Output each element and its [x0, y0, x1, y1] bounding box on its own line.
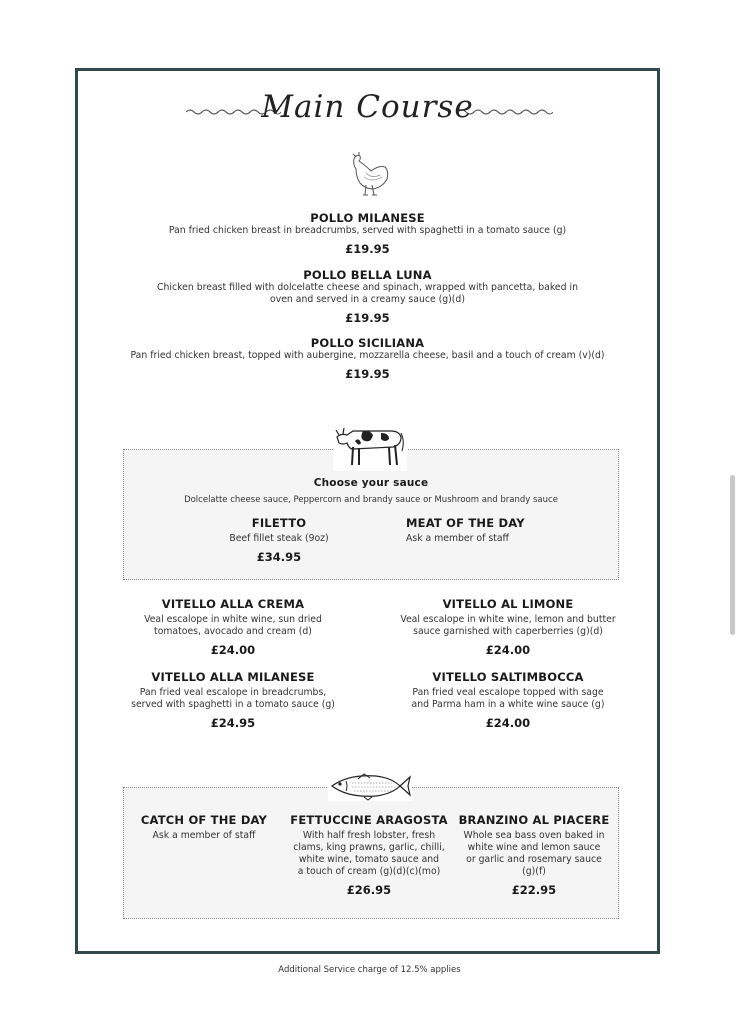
item-description: Pan fried veal escalope topped with sage	[412, 687, 604, 698]
menu-item	[108, 670, 358, 730]
item-description: Veal escalope in white wine, lemon and butter	[400, 614, 616, 625]
item-name: BRANZINO AL PIACERE	[458, 813, 610, 827]
item-name: VITELLO ALLA CREMA	[161, 597, 305, 611]
item-price: £34.95	[256, 550, 302, 564]
item-description: Chicken breast filled with dolcelatte cheese and spinach, wrapped with pancetta, baked in	[157, 282, 578, 293]
item-description: Ask a member of staff	[406, 533, 509, 544]
item-description: a touch of cream (g)(d)(c)(mo)	[297, 866, 441, 877]
chicken-icon	[344, 149, 396, 201]
menu-item	[289, 813, 449, 897]
item-description: white wine and lemon sauce	[467, 842, 601, 853]
menu-item	[209, 516, 349, 564]
sauce-options: Dolcelatte cheese sauce, Peppercorn and brandy sauce or Mushroom and brandy sauce	[184, 495, 558, 505]
fish-box	[123, 787, 619, 919]
sauce-heading: Choose your sauce	[313, 477, 429, 489]
menu-item	[78, 336, 657, 381]
item-description: Ask a member of staff	[152, 830, 256, 841]
item-name: POLLO SICILIANA	[310, 336, 425, 350]
item-description: With half fresh lobster, fresh	[302, 830, 436, 841]
item-name: FETTUCCINE ARAGOSTA	[290, 813, 448, 827]
item-description: and Parma ham in a white wine sauce (g)	[411, 699, 605, 710]
item-price: £26.95	[346, 883, 392, 897]
item-description: Pan fried chicken breast in breadcrumbs, served with spaghetti in a tomato sauce (g)	[168, 225, 567, 236]
item-price: £24.00	[485, 643, 531, 657]
item-price: £19.95	[345, 367, 390, 381]
menu-item	[406, 516, 586, 545]
item-description: sauce garnished with caperberries (g)(d)	[413, 626, 603, 637]
fish-icon	[328, 771, 412, 801]
scrollbar[interactable]	[730, 475, 735, 635]
item-price: £24.00	[210, 643, 256, 657]
menu-item	[454, 813, 614, 897]
item-name: POLLO BELLA LUNA	[303, 268, 432, 282]
item-name: FILETTO	[251, 516, 307, 530]
menu-item	[383, 670, 633, 730]
item-name: VITELLO SALTIMBOCCA	[432, 670, 584, 684]
item-description: Veal escalope in white wine, sun dried	[144, 614, 322, 625]
right-flourish-icon	[458, 106, 553, 118]
item-description: Beef fillet steak (9oz)	[229, 533, 329, 544]
menu-item	[108, 597, 358, 657]
item-description: white wine, tomato sauce and	[298, 854, 440, 865]
item-description: or garlic and rosemary sauce	[466, 854, 602, 865]
item-name: CATCH OF THE DAY	[140, 813, 268, 827]
item-description: Pan fried veal escalope in breadcrumbs,	[139, 687, 327, 698]
item-price: £24.00	[485, 716, 531, 730]
item-description: oven and served in a creamy sauce (g)(d)	[270, 294, 465, 305]
item-name: VITELLO AL LIMONE	[442, 597, 574, 611]
menu-item	[78, 268, 657, 325]
item-name: VITELLO ALLA MILANESE	[151, 670, 315, 684]
menu-page	[75, 68, 660, 954]
menu-title: Main Course	[261, 89, 474, 125]
menu-item	[129, 813, 279, 842]
item-price: £24.95	[210, 716, 256, 730]
menu-item	[383, 597, 633, 657]
service-charge-note: Additional Service charge of 12.5% applies	[278, 965, 461, 975]
item-description: Pan fried chicken breast, topped with aubergine, mozzarella cheese, basil and a touch of cream (v)(d)	[130, 350, 605, 361]
item-description: tomatoes, avocado and cream (d)	[154, 626, 312, 637]
item-description: Whole sea bass oven baked in	[463, 830, 605, 841]
item-description: clams, king prawns, garlic, chilli,	[293, 842, 445, 853]
cow-icon	[333, 421, 407, 471]
item-price: £19.95	[345, 242, 390, 256]
item-price: £19.95	[345, 311, 390, 325]
item-description: (g)(f)	[522, 866, 546, 877]
item-name: POLLO MILANESE	[310, 211, 425, 225]
menu-item	[78, 211, 657, 256]
item-description: served with spaghetti in a tomato sauce (g)	[131, 699, 335, 710]
item-price: £22.95	[511, 883, 557, 897]
item-name: MEAT OF THE DAY	[406, 516, 525, 530]
